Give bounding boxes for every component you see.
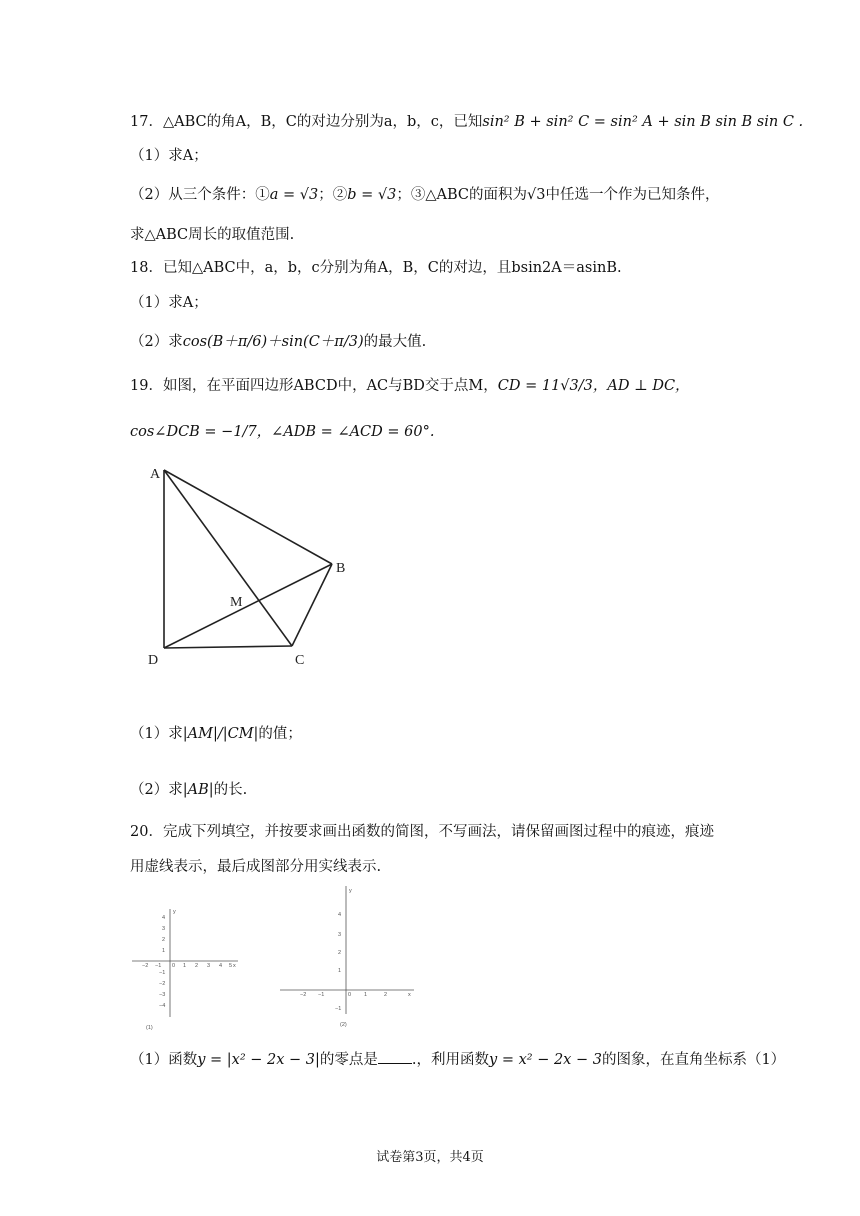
answer-blank[interactable] <box>378 1051 412 1064</box>
q19-intro: 如图，在平面四边形ABCD中，AC与BD交于点M， <box>162 378 498 394</box>
q19-line2: cos∠DCB = −1/7，∠ADB = ∠ACD = 60°. <box>130 424 435 440</box>
graph1-x-tick: −2 <box>142 963 149 969</box>
graph1-y-tick: 4 <box>162 915 166 921</box>
q19-part1-end: 的值； <box>258 726 302 742</box>
q18-statement: 已知△ABC中，a，b，c分别为角A，B，C的对边，且bsin2A＝asinB. <box>162 260 622 276</box>
vertex-label-c: C <box>295 653 305 668</box>
q19-line1 <box>130 376 690 396</box>
graph1-x-tick: 4 <box>219 963 223 969</box>
q17-condition-1: a = √3 <box>269 187 319 203</box>
q19-part2 <box>130 780 247 800</box>
q19-number: 19． <box>130 378 163 394</box>
q18-part2-intro: （2）求 <box>130 334 183 350</box>
q20-number: 20． <box>130 824 163 840</box>
page-footer: 试卷第3页，共4页 <box>376 1150 484 1165</box>
q17-number: 17． <box>130 114 163 130</box>
q17-condition-equation: sin² B + sin² C = sin² A + sin B sin B sin C . <box>482 114 804 130</box>
q20-part1-zeros: 的零点是 <box>319 1052 378 1068</box>
q20-function-quadratic: y = x² − 2x − 3 <box>489 1052 602 1068</box>
q19-part2-end: 的长. <box>213 782 248 798</box>
graph1-caption: (1) <box>146 1025 153 1031</box>
graph1-x-tick: 5 <box>229 963 233 969</box>
q20-line1 <box>130 822 714 842</box>
q18-part2-end: 的最大值. <box>363 334 427 350</box>
graph1-x-tick: 3 <box>207 963 211 969</box>
graph1-x-tick: 2 <box>195 963 199 969</box>
graph2-caption: (2) <box>340 1022 347 1028</box>
graph1-x-tick: 0 <box>172 963 176 969</box>
graph2-y-tick: 4 <box>338 912 342 918</box>
q17-part2-intro: （2）从三个条件：① <box>130 187 270 203</box>
graph1-y-tick: −1 <box>159 970 166 976</box>
graph1-y-tick: −3 <box>159 992 166 998</box>
q20-graph-2 <box>278 882 418 1030</box>
graph2-x-tick: 2 <box>384 992 388 998</box>
point-label-m: M <box>230 595 243 610</box>
q19-ratio: |AM|/|CM| <box>182 726 259 742</box>
vertex-label-d: D <box>148 653 159 668</box>
vertex-label-a: A <box>150 467 161 482</box>
vertex-label-b: B <box>336 561 346 576</box>
graph2-y-tick: −1 <box>335 1006 342 1012</box>
q19-cd-length: CD = 11√3/3 <box>497 378 593 394</box>
graph2-x-tick: −2 <box>300 992 307 998</box>
q20-part1-end: 的图象，在直角坐标系（1） <box>601 1052 786 1068</box>
graph1-y-tick: 2 <box>162 937 166 943</box>
q17-separator-2: ；③ <box>396 187 426 203</box>
q20-part1-intro: （1）函数 <box>130 1052 198 1068</box>
q18-part1: （1）求A； <box>130 295 208 311</box>
graph1-x-tick: −1 <box>155 963 162 969</box>
q20-function-abs: y = |x² − 2x − 3| <box>197 1052 320 1068</box>
graph1-x-axis-label: x <box>233 963 236 969</box>
graph2-x-tick: −1 <box>318 992 325 998</box>
graph1-y-tick: −4 <box>159 1003 166 1009</box>
q17-part1: （1）求A； <box>130 148 208 164</box>
q17-intro: △ABC的角A，B，C的对边分别为a，b，c，已知 <box>162 114 483 130</box>
graph2-x-tick: 1 <box>364 992 368 998</box>
q18-line1 <box>130 258 622 278</box>
graph2-y-tick: 2 <box>338 950 342 956</box>
q20-instruction: 完成下列填空，并按要求画出函数的简图，不写画法，请保留画图过程中的痕迹，痕迹 <box>162 824 714 840</box>
q17-condition-2: b = √3 <box>347 187 397 203</box>
graph2-x-axis-label: x <box>408 992 411 998</box>
q19-ab-length: |AB| <box>182 782 214 798</box>
q19-quadrilateral-figure <box>140 458 370 673</box>
q19-part1 <box>130 724 302 744</box>
graph1-y-tick: 1 <box>162 948 166 954</box>
q17-part2-choose: 中任选一个作为已知条件， <box>545 187 720 203</box>
q19-part2-intro: （2）求 <box>130 782 183 798</box>
q17-part2-line2: 求△ABC周长的取值范围. <box>130 227 295 243</box>
q17-condition-3: △ABC的面积为√3 <box>425 187 546 203</box>
graph2-y-tick: 3 <box>338 932 342 938</box>
graph2-x-tick: 0 <box>348 992 352 998</box>
graph2-y-tick: 1 <box>338 968 342 974</box>
graph1-x-tick: 1 <box>183 963 187 969</box>
q19-part1-intro: （1）求 <box>130 726 183 742</box>
graph1-y-tick: 3 <box>162 926 166 932</box>
graph1-y-axis-label: y <box>173 909 176 915</box>
q18-number: 18． <box>130 260 163 276</box>
graph1-y-tick: −2 <box>159 981 166 987</box>
q17-separator-1: ；② <box>318 187 348 203</box>
q18-part2 <box>130 332 426 352</box>
graph2-y-axis-label: y <box>349 888 352 894</box>
q20-graph-1 <box>130 905 245 1035</box>
q17-line1 <box>130 112 803 132</box>
q20-part1-using: .，利用函数 <box>411 1052 490 1068</box>
q20-part1 <box>130 1050 785 1070</box>
q17-part2-line1 <box>130 185 719 205</box>
q20-line2: 用虚线表示，最后成图部分用实线表示. <box>130 859 382 875</box>
q19-perpendicular: ，AD ⊥ DC， <box>592 378 690 394</box>
q18-expression: cos(B＋π/6)＋sin(C＋π/3) <box>182 334 364 350</box>
